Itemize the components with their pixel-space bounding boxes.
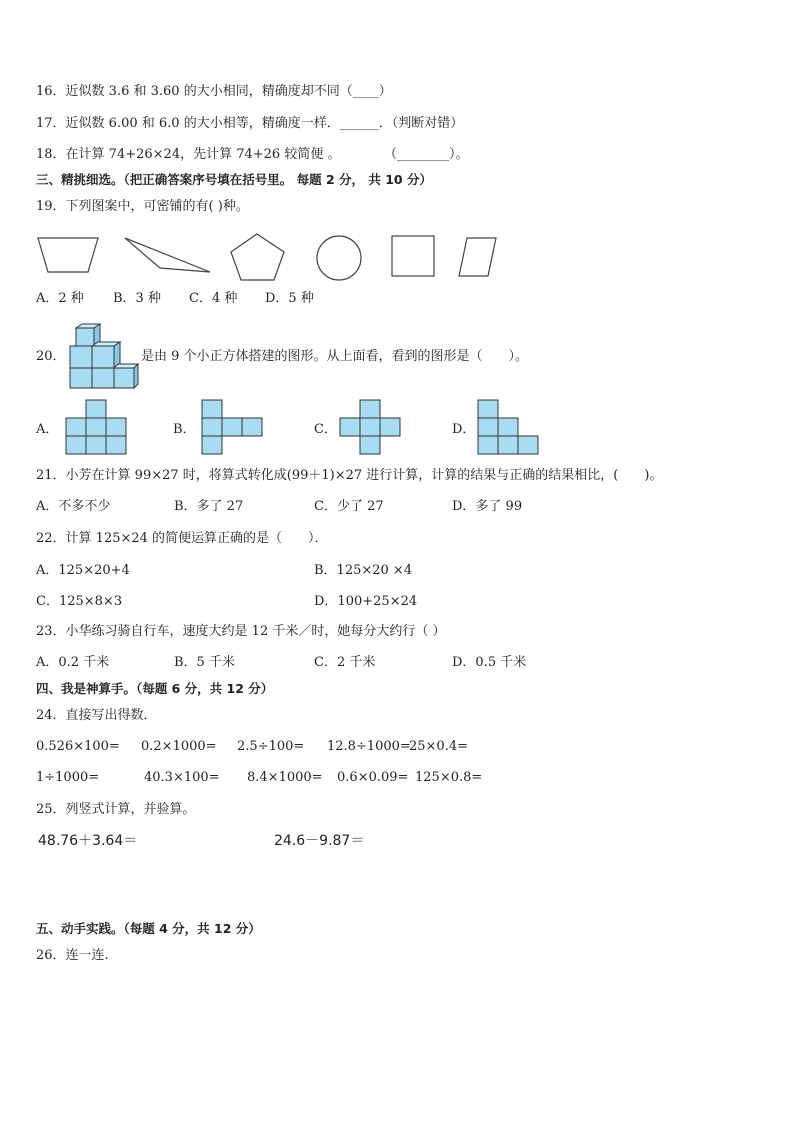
calc-item: 0.6×0.09= <box>337 770 409 785</box>
q20-option-b-figure <box>200 398 264 458</box>
question-17: 17．近似数 6.00 和 6.0 的大小相等，精确度一样．______．（判断对错） <box>36 116 464 131</box>
parallelogram-icon <box>459 238 496 276</box>
q22-option-c[interactable]: C．125×8×3 <box>36 594 123 609</box>
triangle-icon <box>125 238 210 272</box>
cube-stack-figure <box>66 322 140 390</box>
calc-item: 1÷1000= <box>36 770 100 785</box>
q19-option-b[interactable]: B．3 种 <box>113 291 161 306</box>
q21-option-d[interactable]: D．多了 99 <box>452 499 523 514</box>
question-20: 是由 9 个小正方体搭建的图形。从上面看，看到的图形是（ ）。 <box>141 349 529 364</box>
q19-option-a[interactable]: A．2 种 <box>36 291 84 306</box>
question-20-number: 20． <box>36 349 66 364</box>
q19-option-d[interactable]: D．5 种 <box>265 291 314 306</box>
question-21: 21．小芳在计算 99×27 时，将算式转化成(99＋1)×27 进行计算，计算的结果与正确的结果相比，( )。 <box>36 468 663 483</box>
question-19: 19．下列图案中，可密铺的有( )种。 <box>36 199 249 214</box>
question-22: 22．计算 125×24 的简便运算正确的是（ ）． <box>36 531 328 546</box>
q19-option-c[interactable]: C．4 种 <box>189 291 238 306</box>
question-23: 23．小华练习骑自行车，速度大约是 12 千米／时，她每分大约行（ ） <box>36 624 446 639</box>
calc-item: 12.8÷1000= <box>327 739 411 754</box>
q21-option-c[interactable]: C．少了 27 <box>314 499 384 514</box>
trapezoid-icon <box>38 238 98 272</box>
q23-option-d[interactable]: D．0.5 千米 <box>452 655 527 670</box>
question-18-blank: （________）。 <box>384 147 469 162</box>
q20-option-d-figure <box>476 398 540 458</box>
question-16: 16．近似数 3.6 和 3.60 的大小相同，精确度却不同（____） <box>36 84 392 99</box>
pentagon-icon <box>231 234 284 280</box>
q20-option-a[interactable]: A． <box>36 422 59 437</box>
calc-item: 125×0.8= <box>415 770 483 785</box>
section-3-title: 三、精挑细选。（把正确答案序号填在括号里。 每题 2 分， 共 10 分） <box>36 172 432 187</box>
q20-option-b[interactable]: B． <box>173 422 196 437</box>
section-5-title: 五、动手实践。（每题 4 分，共 12 分） <box>36 921 261 936</box>
vertical-calc-expr: 48.76＋3.64＝ <box>38 833 138 849</box>
calc-item: 2.5÷100= <box>237 739 305 754</box>
q23-option-c[interactable]: C．2 千米 <box>314 655 376 670</box>
q22-option-a[interactable]: A．125×20+4 <box>36 563 130 578</box>
q22-option-b[interactable]: B．125×20 ×4 <box>314 563 413 578</box>
q23-option-a[interactable]: A．0.2 千米 <box>36 655 110 670</box>
question-26: 26．连一连. <box>36 948 109 963</box>
q20-option-d[interactable]: D． <box>452 422 476 437</box>
q20-option-c-figure <box>338 398 402 458</box>
circle-icon <box>317 236 361 280</box>
question-24: 24．直接写出得数． <box>36 708 157 723</box>
q21-option-b[interactable]: B．多了 27 <box>174 499 244 514</box>
question-18: 18．在计算 74+26×24，先计算 74+26 较简便 。 <box>36 147 341 162</box>
vertical-calc-expr: 24.6－9.87＝ <box>274 833 365 849</box>
square-icon <box>392 236 434 276</box>
calc-item: 8.4×1000= <box>247 770 323 785</box>
q22-option-d[interactable]: D．100+25×24 <box>314 594 418 609</box>
calc-item: 40.3×100= <box>144 770 220 785</box>
section-4-title: 四、我是神算手。（每题 6 分，共 12 分） <box>36 681 274 696</box>
q23-option-b[interactable]: B．5 千米 <box>174 655 235 670</box>
calc-item: 0.526×100= <box>36 739 120 754</box>
q20-option-c[interactable]: C． <box>314 422 337 437</box>
question-25: 25．列竖式计算，并验算。 <box>36 802 196 817</box>
question-19-shapes <box>30 228 510 286</box>
q21-option-a[interactable]: A．不多不少 <box>36 499 111 514</box>
calc-item: 25×0.4= <box>409 739 469 754</box>
q20-option-a-figure <box>64 398 128 458</box>
calc-item: 0.2×1000= <box>141 739 217 754</box>
